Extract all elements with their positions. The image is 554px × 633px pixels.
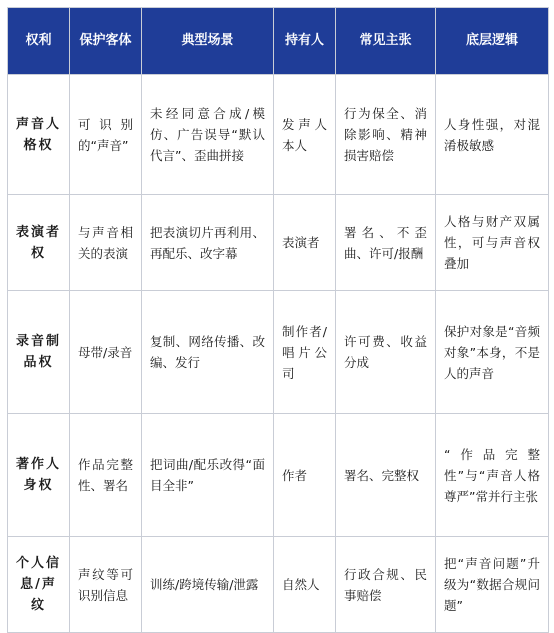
cell-logic: 保护对象是“音频对象”本身，不是人的声音	[436, 291, 549, 414]
cell-scenario: 训练/跨境传输/泄露	[142, 537, 274, 633]
cell-holder: 自然人	[274, 537, 336, 633]
cell-logic: “作品完整性”与“声音人格尊严”常并行主张	[436, 414, 549, 537]
cell-claims: 行为保全、消除影响、精神损害赔偿	[336, 75, 436, 195]
cell-scenario: 未经同意合成/模仿、广告误导“默认代言”、歪曲拼接	[142, 75, 274, 195]
cell-logic: 人身性强，对混淆极敏感	[436, 75, 549, 195]
cell-scenario: 把表演切片再利用、再配乐、改字幕	[142, 195, 274, 291]
header-claims: 常见主张	[336, 8, 436, 75]
cell-right: 录音制品权	[8, 291, 70, 414]
header-logic: 底层逻辑	[436, 8, 549, 75]
cell-holder: 发声人本人	[274, 75, 336, 195]
cell-claims: 行政合规、民事赔偿	[336, 537, 436, 633]
table-header-row	[8, 8, 549, 75]
table-row	[8, 291, 549, 414]
cell-logic: 把“声音问题”升级为“数据合规问题”	[436, 537, 549, 633]
cell-right: 声音人格权	[8, 75, 70, 195]
header-scenario: 典型场景	[142, 8, 274, 75]
header-object: 保护客体	[70, 8, 142, 75]
cell-right: 表演者权	[8, 195, 70, 291]
rights-comparison-table	[7, 7, 549, 633]
table-row	[8, 75, 549, 195]
cell-right: 个人信息/声纹	[8, 537, 70, 633]
table-row	[8, 414, 549, 537]
table-row	[8, 195, 549, 291]
header-right: 权利	[8, 8, 70, 75]
cell-scenario: 复制、网络传播、改编、发行	[142, 291, 274, 414]
table-row	[8, 537, 549, 633]
cell-holder: 表演者	[274, 195, 336, 291]
cell-claims: 许可费、收益分成	[336, 291, 436, 414]
cell-object: 作品完整性、署名	[70, 414, 142, 537]
cell-right: 著作人身权	[8, 414, 70, 537]
cell-object: 与声音相关的表演	[70, 195, 142, 291]
cell-claims: 署名、不歪曲、许可/报酬	[336, 195, 436, 291]
cell-logic: 人格与财产双属性，可与声音权叠加	[436, 195, 549, 291]
cell-claims: 署名、完整权	[336, 414, 436, 537]
cell-holder: 作者	[274, 414, 336, 537]
cell-scenario: 把词曲/配乐改得“面目全非”	[142, 414, 274, 537]
cell-holder: 制作者/唱片公司	[274, 291, 336, 414]
header-holder: 持有人	[274, 8, 336, 75]
cell-object: 可识别的“声音”	[70, 75, 142, 195]
cell-object: 声纹等可识别信息	[70, 537, 142, 633]
cell-object: 母带/录音	[70, 291, 142, 414]
table-wrapper	[7, 7, 549, 633]
